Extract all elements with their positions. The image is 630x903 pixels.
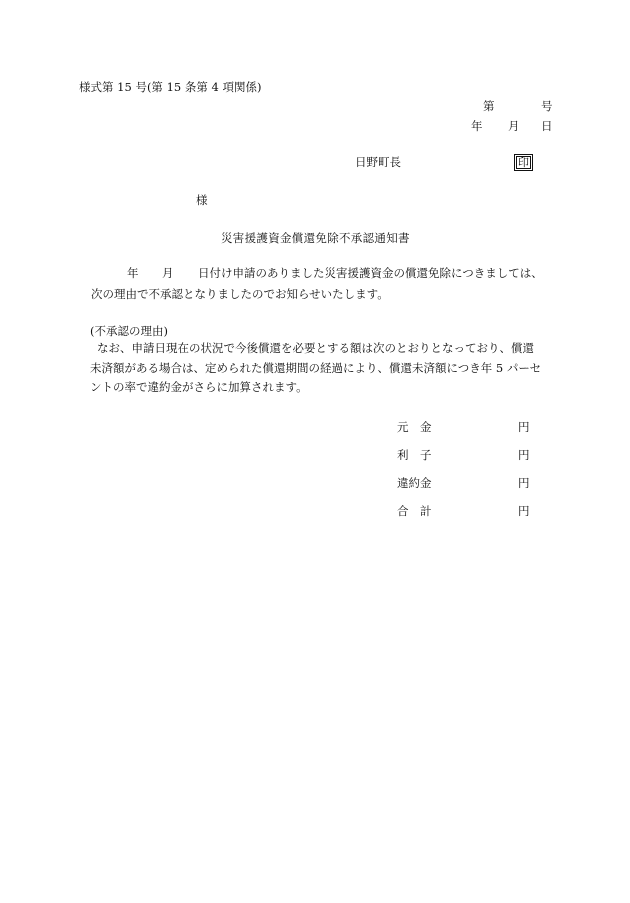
reason-line-3: ントの率で違約金がさらに加算されます。 [90, 380, 308, 394]
amount-label-total: 合 計 [397, 504, 432, 518]
document-number-dai: 第 [483, 99, 495, 113]
seal-text: 印 [518, 156, 529, 169]
amount-unit-penalty: 円 [518, 476, 530, 490]
amount-label-penalty: 違約金 [397, 476, 432, 490]
form-number: 様式第 15 号(第 15 条第 4 項関係) [79, 80, 262, 94]
reason-heading: (不承認の理由) [90, 324, 168, 338]
body-line-1: 日付け申請のありました災害援護資金の償還免除につきましては、 [198, 266, 543, 280]
seal-mark [514, 154, 533, 171]
document-title: 災害援護資金償還免除不承認通知書 [221, 231, 410, 245]
addressee-suffix: 様 [196, 193, 208, 207]
amount-unit-interest: 円 [518, 448, 530, 462]
date-month: 月 [508, 119, 520, 133]
body-month: 月 [162, 266, 174, 280]
body-line-2: 次の理由で不承認となりましたのでお知らせいたします。 [91, 287, 389, 301]
document-number-go: 号 [541, 99, 553, 113]
reason-line-2: 未済額がある場合は、定められた償還期間の経過により、償還未済額につき年 5 パーセ [90, 361, 542, 375]
reason-line-1: なお、申請日現在の状況で今後償還を必要とする額は次のとおりとなっており、償還 [97, 341, 534, 355]
date-year: 年 [471, 119, 483, 133]
date-day: 日 [541, 119, 553, 133]
issuer-name: 日野町長 [355, 155, 401, 169]
amount-label-principal: 元 金 [397, 420, 432, 434]
amount-label-interest: 利 子 [397, 448, 432, 462]
amount-unit-principal: 円 [518, 420, 530, 434]
body-year: 年 [127, 266, 139, 280]
amount-unit-total: 円 [518, 504, 530, 518]
